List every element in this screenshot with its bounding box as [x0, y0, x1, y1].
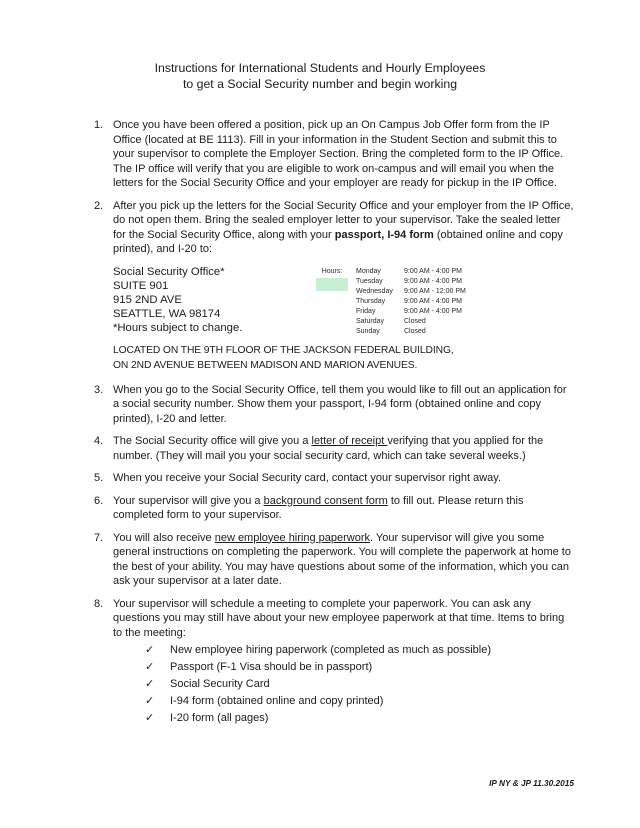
item-number: 4. [94, 435, 104, 447]
item-text-underline-segment: new employee hiring paperwork [214, 531, 371, 544]
location-note [113, 343, 574, 374]
item-text-segment: . Your supervisor will give you some general instructions on completing the paperwork. You will complete the paperwork at home to the best of your ability. You may have questions about some of the information, which you can ask your supervisor at a later date. [113, 531, 571, 587]
hours-row [356, 317, 466, 327]
day-label: Tuesday [356, 277, 383, 285]
item-text [113, 434, 574, 463]
location-note-line-1: LOCATED ON THE 9TH FLOOR OF THE JACKSON FEDERAL BUILDING, [113, 344, 454, 356]
footer-note: IP NY & JP 11.30.2015 [489, 778, 574, 788]
list-item-5 [94, 471, 574, 486]
item-number: 3. [94, 383, 104, 396]
item-text-segment: to fill out. Please return this completed form to your supervisor. [113, 494, 524, 521]
item-text-segment: Your supervisor will schedule a meeting to complete your paperwork. You can ask any questions you may still have about your new employee paperwork at that time. Items to bring to the meeting: [113, 597, 565, 639]
hours-row [356, 327, 466, 337]
item-text [113, 531, 574, 589]
day-label: Friday [356, 307, 376, 315]
checklist-item-label: I-94 form (obtained online and copy printed) [170, 695, 384, 707]
item-text-segment: After you pick up the letters for the Social Security Office and your employer from the IP Office, do not open them. Bring the sealed employer letter to your supervisor. Take the sealed letter for the Social Security Office, along with your [113, 199, 574, 241]
address-and-hours-section [113, 265, 574, 335]
checklist-item [145, 642, 574, 659]
title-line-2: to get a Social Security number and begin working [182, 77, 458, 91]
checklist-item [145, 710, 574, 727]
day-label: Saturday [356, 317, 385, 325]
item-text-segment: verifying that you applied for the number. (They will mail you your social security card, which can take several weeks.) [113, 435, 544, 462]
checklist-item [145, 693, 574, 710]
item-text [113, 597, 574, 728]
time-value: 9:00 AM - 4:00 PM [404, 277, 462, 285]
hours-label-column [315, 267, 349, 337]
checklist-item [145, 676, 574, 693]
checkmark-icon: ✓ [145, 695, 155, 707]
checklist-item [145, 659, 574, 676]
time-value: Closed [404, 327, 426, 335]
list-item-6 [94, 494, 574, 523]
hours-rows [356, 267, 466, 337]
item-number: 6. [94, 494, 104, 507]
item-number: 1. [94, 119, 104, 131]
hours-table [315, 267, 466, 337]
checkmark-icon: ✓ [145, 712, 155, 724]
time-value: 9:00 AM - 12:00 PM [404, 287, 466, 295]
list-item-8 [94, 597, 574, 728]
item-text: When you receive your Social Security card, contact your supervisor right away. [113, 472, 502, 484]
checklist-item-label: I-20 form (all pages) [170, 712, 269, 724]
document-title [0, 0, 640, 92]
address-line: Social Security Office* [113, 265, 225, 278]
list-item-2 [94, 199, 574, 257]
numbered-list [94, 118, 574, 727]
day-label: Wednesday [356, 287, 393, 295]
title-line-1: Instructions for International Students and Hourly Employees [154, 61, 486, 75]
item-text [113, 199, 574, 257]
address-line: 915 2ND AVE [113, 293, 182, 306]
list-item-7 [94, 531, 574, 589]
list-item-3 [94, 383, 574, 427]
list-item-4 [94, 434, 574, 463]
item-text-segment: Your supervisor will give you a [113, 494, 264, 507]
checkmark-icon: ✓ [145, 644, 155, 656]
item-text-bold-segment: passport, I-94 form [334, 228, 434, 241]
hours-highlight-swatch [316, 278, 348, 291]
time-value: 9:00 AM - 4:00 PM [404, 297, 462, 305]
checkmark-icon: ✓ [145, 661, 155, 673]
checklist-item-label: New employee hiring paperwork (completed as much as possible) [170, 644, 491, 656]
item-number: 2. [94, 199, 104, 212]
checklist-item-label: Social Security Card [170, 678, 270, 690]
checklist-item-label: Passport (F-1 Visa should be in passport) [170, 661, 373, 673]
time-value: 9:00 AM - 4:00 PM [404, 307, 462, 315]
item-text: When you go to the Social Security Office, tell them you would like to fill out an application for a social security number. Show them your passport, I-94 form (obtained online and copy printed), I-20 and letter. [113, 383, 567, 425]
list-item-1 [94, 118, 574, 191]
item-text [113, 494, 574, 523]
day-label: Thursday [356, 297, 386, 305]
item-text: Once you have been offered a position, pick up an On Campus Job Offer form from the IP Office (located at BE 1113). Fill in your information in the Student Section and submit this to your supervisor to complete the Employer Section. Bring the completed form to the IP Office. The IP office will verify that you are eligible to work on-campus and will email you when the letters for the Social Security Office and your employer are ready for pickup in the IP Office. [113, 119, 564, 189]
item-number: 8. [94, 597, 104, 610]
item-text-segment: You will also receive [113, 531, 215, 544]
time-value: 9:00 AM - 4:00 PM [404, 267, 462, 275]
hours-row [356, 307, 466, 317]
address-line: SUITE 901 [113, 279, 169, 292]
hours-row [356, 297, 466, 307]
item-text-segment: The Social Security office will give you a [113, 435, 312, 447]
item-text-underline-segment: letter of receipt [311, 435, 388, 447]
item-number: 7. [94, 531, 104, 544]
location-note-line-2: ON 2ND AVENUE BETWEEN MADISON AND MARION AVENUES. [113, 360, 418, 371]
item-text-segment: (obtained online and copy printed), and I-20 to: [113, 228, 563, 255]
checkmark-icon: ✓ [145, 678, 155, 690]
time-value: Closed [404, 317, 426, 325]
hours-disclaimer: *Hours subject to change. [113, 321, 243, 334]
hours-row [356, 267, 466, 277]
day-label: Sunday [356, 327, 380, 335]
meeting-items-checklist [145, 642, 574, 727]
day-label: Monday [356, 267, 381, 275]
hours-row [356, 277, 466, 287]
item-number: 5. [94, 472, 104, 484]
address-line: SEATTLE, WA 98174 [113, 307, 221, 320]
item-text-underline-segment: background consent form [263, 494, 388, 507]
hours-label: Hours: [321, 267, 343, 275]
hours-row [356, 287, 466, 297]
